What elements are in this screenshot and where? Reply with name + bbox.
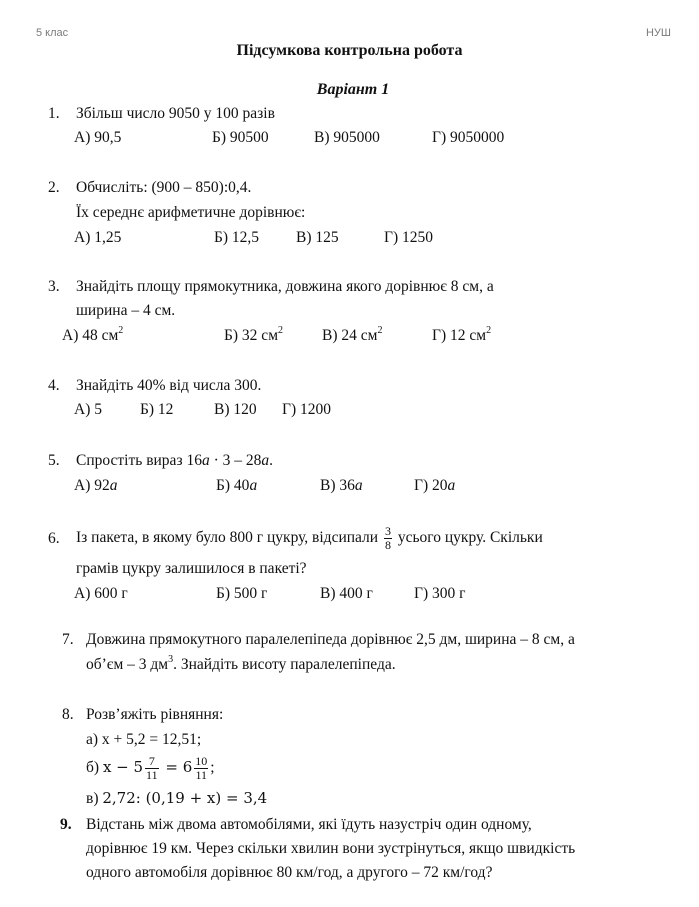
option-d: Г) 12 $см^2$ xyxy=(432,325,492,344)
question-number: 2. xyxy=(48,179,60,196)
option-b: Б) 40a xyxy=(216,477,258,494)
option-a: А) 600 г xyxy=(74,585,128,602)
option-c: В) 400 г xyxy=(320,585,373,602)
question-number: 6. xyxy=(48,530,60,547)
option-c: В) 24 $см^2$ xyxy=(322,325,383,344)
question-text: Їх середнє арифметичне дорівнює: xyxy=(76,204,306,221)
option-d: Г) 1250 xyxy=(384,229,433,246)
question-number: 3. xyxy=(48,278,60,295)
question-number: 9. xyxy=(60,816,72,833)
question-text: об’єм – 3 $дм^3$. Знайдіть висоту паралелепіпеда. xyxy=(86,654,396,673)
question-text: Довжина прямокутного паралелепіпеда дорівнює 2,5 дм, ширина – 8 см, а xyxy=(86,631,575,648)
fraction: $\frac{7}{11}$ xyxy=(146,754,158,782)
equation-b: б) x − 5 $\frac{7}{11}$ = 6 $\frac{10}{11}$ ; xyxy=(86,754,215,782)
page-title: Підсумкова контрольна робота xyxy=(236,42,463,59)
question-number: 5. xyxy=(48,452,60,469)
option-a: А) 90,5 xyxy=(74,129,122,146)
option-c: В) 125 xyxy=(296,229,339,246)
option-a: А) 92a xyxy=(74,477,118,494)
question-text: грамів цукру залишилося в пакеті? xyxy=(76,560,307,577)
option-d: Г) 9050000 xyxy=(432,129,505,146)
option-d: Г) 20a xyxy=(414,477,456,494)
fraction: $\frac{3}{8}$ xyxy=(384,524,391,552)
question-text: Знайдіть 40% від числа 300. xyxy=(76,377,262,394)
option-a: А) 1,25 xyxy=(74,229,122,246)
option-b: Б) 32 $см^2$ xyxy=(224,325,284,344)
option-a: А) 5 xyxy=(74,401,102,418)
question-number: 8. xyxy=(62,706,74,723)
question-text: Збільш число 9050 у 100 разів xyxy=(76,105,275,122)
option-d: Г) 300 г xyxy=(414,585,466,602)
program-label: НУШ xyxy=(645,27,671,39)
option-d: Г) 1200 xyxy=(282,401,331,418)
fraction: $\frac{10}{11}$ xyxy=(195,754,208,782)
option-b: Б) 500 г xyxy=(216,585,268,602)
option-c: В) 905000 xyxy=(314,129,380,146)
question-text: одного автомобіля дорівнює 80 км/год, а другого – 72 км/год? xyxy=(86,864,493,881)
variant-title: Варіант 1 xyxy=(316,81,390,98)
question-text: Знайдіть площу прямокутника, довжина якого дорівнює 8 см, а xyxy=(76,278,494,295)
question-text: дорівнює 19 км. Через скільки хвилин вони зустрінуться, якщо швидкість xyxy=(86,840,576,857)
question-text: ширина – 4 см. xyxy=(76,302,176,319)
equation-a: а) x + 5,2 = 12,51; xyxy=(86,731,202,748)
question-text: Із пакета, в якому було 800 г цукру, відсипали $\frac{3}{8}$ усього цукру. Скільки xyxy=(76,524,543,552)
question-number: 4. xyxy=(48,377,60,394)
option-b: Б) 12 xyxy=(140,401,174,418)
option-b: Б) 12,5 xyxy=(214,229,260,246)
question-text: Спростіть вираз 16a · 3 – 28a. xyxy=(76,452,273,469)
equation-c: в) 2,72: (0,19 + x) = 3,4 xyxy=(86,789,268,807)
grade-label: 5 клас xyxy=(36,27,69,39)
question-number: 7. xyxy=(62,631,74,648)
question-text: Розв’яжіть рівняння: xyxy=(86,706,224,723)
option-c: В) 36a xyxy=(320,477,363,494)
question-text: Відстань між двома автомобілями, які їдуть назустріч один одному, xyxy=(86,816,532,833)
option-a: А) 48 $см^2$ xyxy=(62,325,124,344)
question-text: Обчисліть: (900 – 850):0,4. xyxy=(76,179,252,196)
question-number: 1. xyxy=(48,105,60,122)
option-b: Б) 90500 xyxy=(212,129,269,146)
option-c: В) 120 xyxy=(214,401,257,418)
